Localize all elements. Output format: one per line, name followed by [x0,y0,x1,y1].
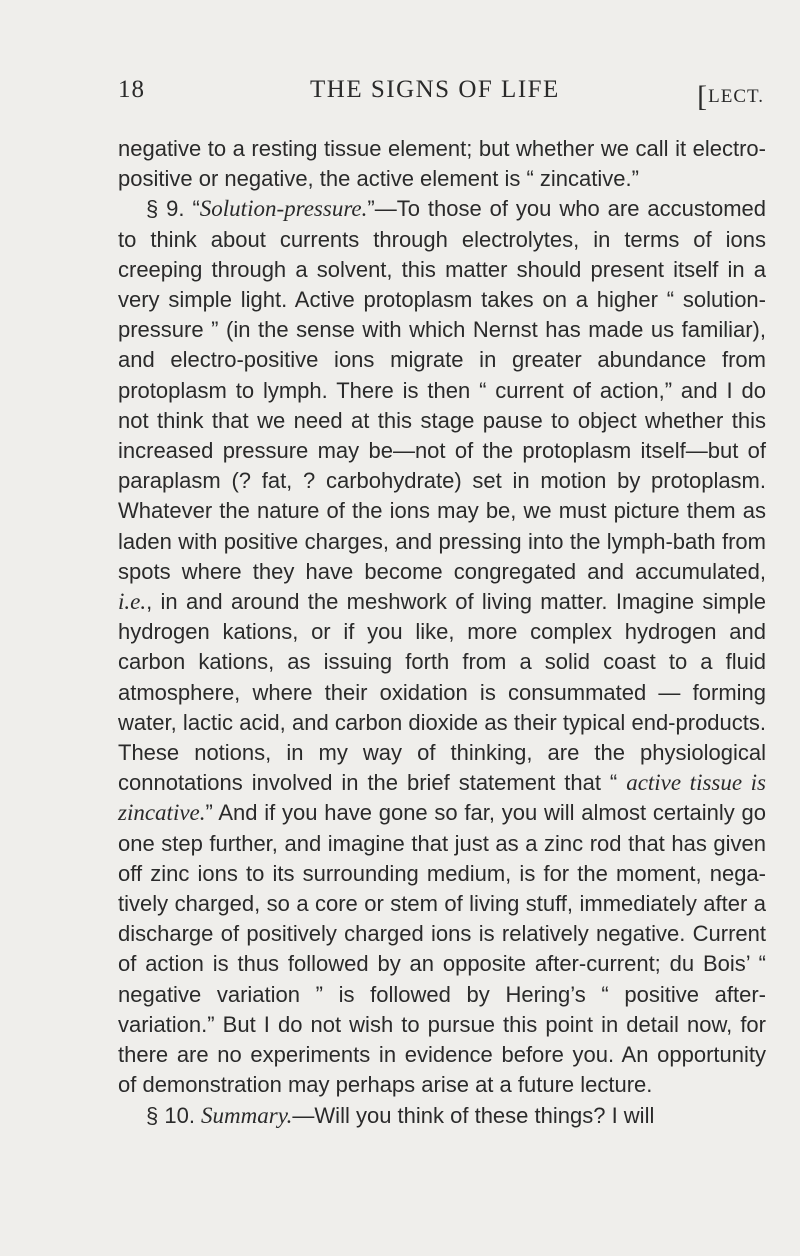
running-title: THE SIGNS OF LIFE [310,76,560,103]
paragraph-continuation [118,134,766,194]
paragraph-text: , in and around the meshwork of living matter. Imagine simple hydrogen kations, or if you like, more complex hydrogen and carbon kations, as issuing forth from a solid coast to a fluid atmosphere, where their oxidation is consummated — forming water, lactic acid, and carbon dioxide as their typical end-products. These notions, in my way of thinking, are the physiological connotations involved in the brief statement that “ [118,589,766,796]
paragraph-text: —Will you think of these things? I will [292,1102,655,1128]
italic-text: active tissue is zincative. [118,770,766,826]
section-ref-text: LECT. [708,86,764,107]
running-header [118,76,764,116]
page-number: 18 [118,76,145,103]
paragraph-text: § 10. [146,1102,202,1128]
italic-text: i.e. [118,589,147,615]
body-text [118,134,766,1131]
paragraph-text: negative to a resting tissue element; but whether we call it electro-positive or negative, the active element is “ zincative.” [118,136,766,192]
paragraph-section-9 [118,194,766,1100]
paragraph-text: ”—To those of you who are accustomed to think about currents through electrolytes, in terms of ions creeping through a solvent, this matter should present itself in a very simple light. Active protoplasm takes on a higher “ solution-pressure ” (in the sense with which Nernst has made us familiar), and electro-positive ions migrate in greater abundance from protoplasm to lymph. There is then “ current of action,” and I do not think that we need at this stage pause to object whether this increased pressure may be—not of the protoplasm itself—but of paraplasm (? fat, ? carbohydrate) set in motion by protoplasm. Whatever the nature of the ions may be, we must picture them as laden with positive charges, and pressing into the lymph-bath from spots where they have become congregated and accumulated, [118,196,766,584]
italic-text: Summary. [201,1102,293,1128]
italic-text: Solution-pressure. [199,196,368,222]
section-ref [697,76,764,113]
paragraph-section-10 [118,1101,766,1131]
paragraph-text: ” And if you have gone so far, you will almost certainly go one step further, and imagine that just as a zinc rod that has given off zinc ions to its surrounding medium, is for the moment, negatively charged, so a core or stem of living stuff, immediately after a discharge of positively charged ions is relatively negative. Current of action is thus followed by an opposite after-current; du Bois’ “ negative variation ” is followed by Hering’s “ positive after-variation.” But I do not wish to pursue this point in detail now, for there are no experiments in evidence before you. An opportunity of demonstration may perhaps arise at a future lecture. [118,800,766,1098]
bracket-glyph: [ [697,80,709,113]
paragraph-text: § 9. “ [146,196,200,222]
